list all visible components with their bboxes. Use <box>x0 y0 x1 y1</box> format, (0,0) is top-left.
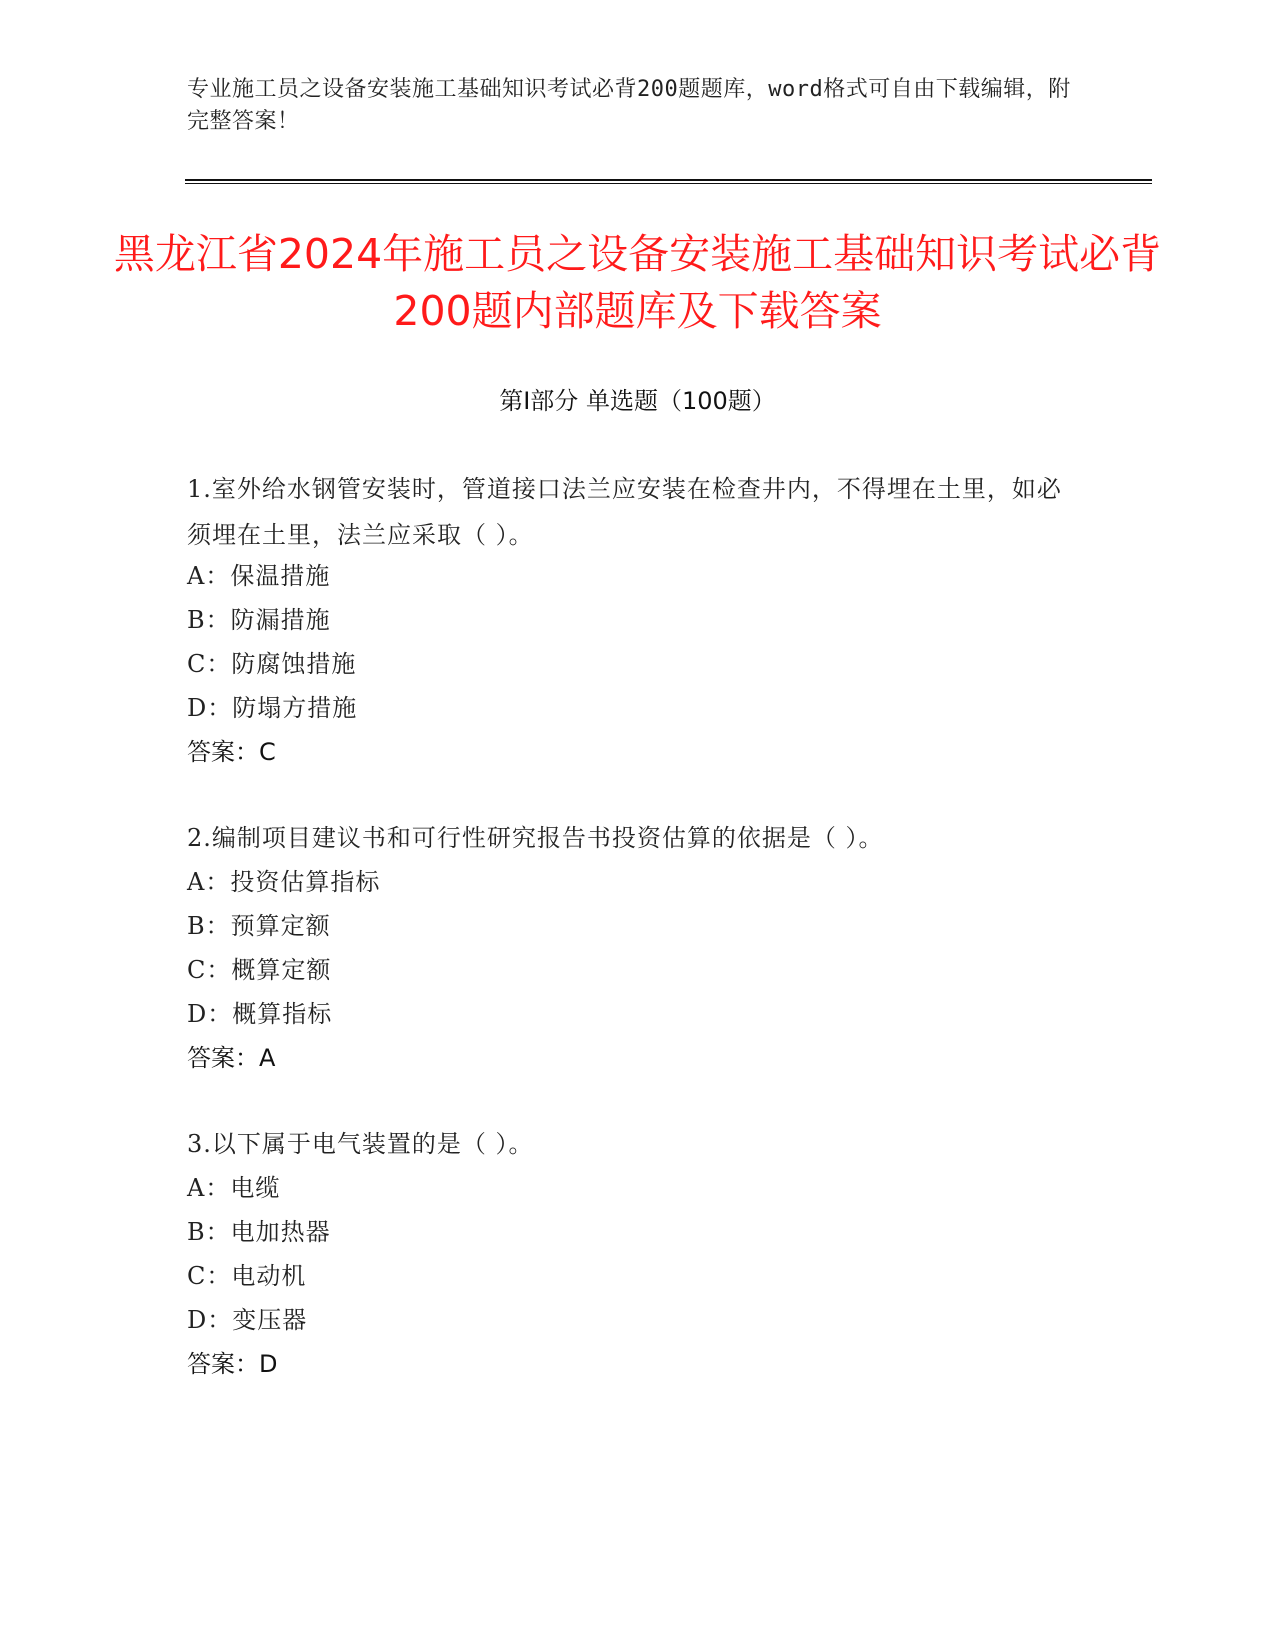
question-2-option-a: A：投资估算指标 <box>187 868 381 896</box>
question-1-stem: 1.室外给水钢管安装时，管道接口法兰应安装在检查井内，不得埋在土里，如必须埋在土里，法兰应采取（ ）。 <box>187 475 1062 549</box>
question-3-option-d: D：变压器 <box>187 1306 308 1334</box>
question-2-option-d: D：概算指标 <box>187 1000 333 1028</box>
question-1-option-a: A：保温措施 <box>187 562 331 590</box>
document-title: 黑龙江省2024年施工员之设备安装施工基础知识考试必背200题内部题库及下载答案 <box>113 230 1162 335</box>
question-3-option-b: B：电加热器 <box>187 1218 331 1246</box>
header-divider-thin <box>185 183 1152 184</box>
question-3-option-a: A：电缆 <box>187 1174 281 1202</box>
question-3-answer: 答案：D <box>187 1350 278 1378</box>
header-note: 专业施工员之设备安装施工基础知识考试必背200题题库，word格式可自由下载编辑，附完整答案！ <box>187 77 1071 134</box>
question-3-stem: 3.以下属于电气装置的是（ ）。 <box>187 1130 534 1158</box>
question-1-option-c: C：防腐蚀措施 <box>187 650 357 678</box>
question-3-option-c: C：电动机 <box>187 1262 307 1290</box>
question-2-stem: 2.编制项目建议书和可行性研究报告书投资估算的依据是（ ）。 <box>187 824 884 852</box>
question-1-option-b: B：防漏措施 <box>187 606 331 634</box>
header-divider-thick <box>185 179 1152 181</box>
question-2-answer: 答案：A <box>187 1044 276 1072</box>
question-1-answer: 答案：C <box>187 738 276 766</box>
question-2-option-b: B：预算定额 <box>187 912 331 940</box>
section-heading: 第Ⅰ部分 单选题（100题） <box>499 387 776 415</box>
question-1-option-d: D：防塌方措施 <box>187 694 358 722</box>
question-2-option-c: C：概算定额 <box>187 956 332 984</box>
